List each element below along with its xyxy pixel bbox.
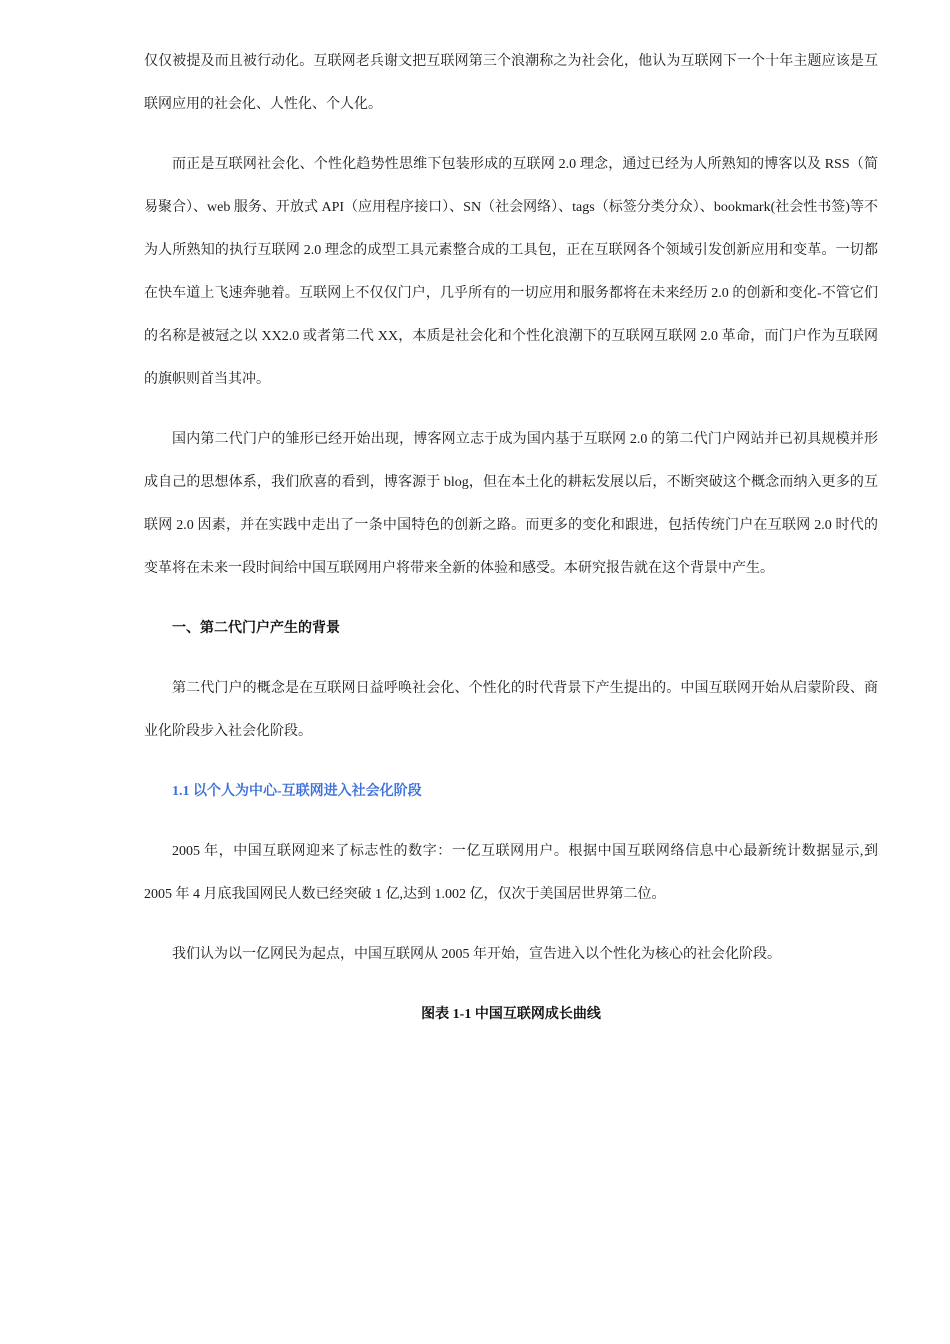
figure-caption: 图表 1-1 中国互联网成长曲线 xyxy=(421,1007,601,1022)
paragraph-2005-users: 2005 年，中国互联网迎来了标志性的数字：一亿互联网用户。根据中国互联网络信息中心最新统计数据显示,到 2005 年 4 月底我国网民人数已经突破 1 亿,达到 1.002 亿，仅次于美国居世界第二位。 xyxy=(144,844,878,902)
paragraph-conclusion: 我们认为以一亿网民为起点，中国互联网从 2005 年开始，宣告进入以个性化为核心的社会化阶段。 xyxy=(172,947,781,962)
paragraph-second-gen-portal: 国内第二代门户的雏形已经开始出现，博客网立志于成为国内基于互联网 2.0 的第二代门户网站并已初具规模并形成自己的思想体系，我们欣喜的看到，博客源于 blog，但在本土化的耕耘发展以后，不断突破这个概念而纳入更多的互联网 2.0 因素，并在实践中走出了一条中国特色的创新之路。而更多的变化和跟进，包括传统门户在互联网 2.0 时代的变革将在未来一段时间给中国互联网用户将带来全新的体验和感受。本研究报告就在这个背景中产生。 xyxy=(144,432,878,576)
paragraph-continued: 仅仅被提及而且被行动化。互联网老兵谢文把互联网第三个浪潮称之为社会化，他认为互联网下一个十年主题应该是互联网应用的社会化、人性化、个人化。 xyxy=(144,54,878,112)
section-heading: 一、第二代门户产生的背景 xyxy=(172,621,340,636)
subsection-heading: 1.1 以个人为中心-互联网进入社会化阶段 xyxy=(172,784,422,799)
paragraph-web2-concept: 而正是互联网社会化、个性化趋势性思维下包装形成的互联网 2.0 理念，通过已经为人所熟知的博客以及 RSS（简易聚合）、web 服务、开放式 API（应用程序接口）、SN（社会网络）、tags（标签分类分众）、bookmark(社会性书签)等不为人所熟知的执行互联网 2.0 理念的成型工具元素整合成的工具包，正在互联网各个领域引发创新应用和变革。一切都在快车道上飞速奔驰着。互联网上不仅仅门户，几乎所有的一切应用和服务都将在未来经历 2.0 的创新和变化-不管它们的名称是被冠之以 XX2.0 或者第二代 XX，本质是社会化和个性化浪潮下的互联网互联网 2.0 革命，而门户作为互联网的旗帜则首当其冲。 xyxy=(144,157,878,387)
paragraph-portal-concept: 第二代门户的概念是在互联网日益呼唤社会化、个性化的时代背景下产生提出的。中国互联网开始从启蒙阶段、商业化阶段步入社会化阶段。 xyxy=(144,681,878,739)
document-page xyxy=(144,40,878,1036)
